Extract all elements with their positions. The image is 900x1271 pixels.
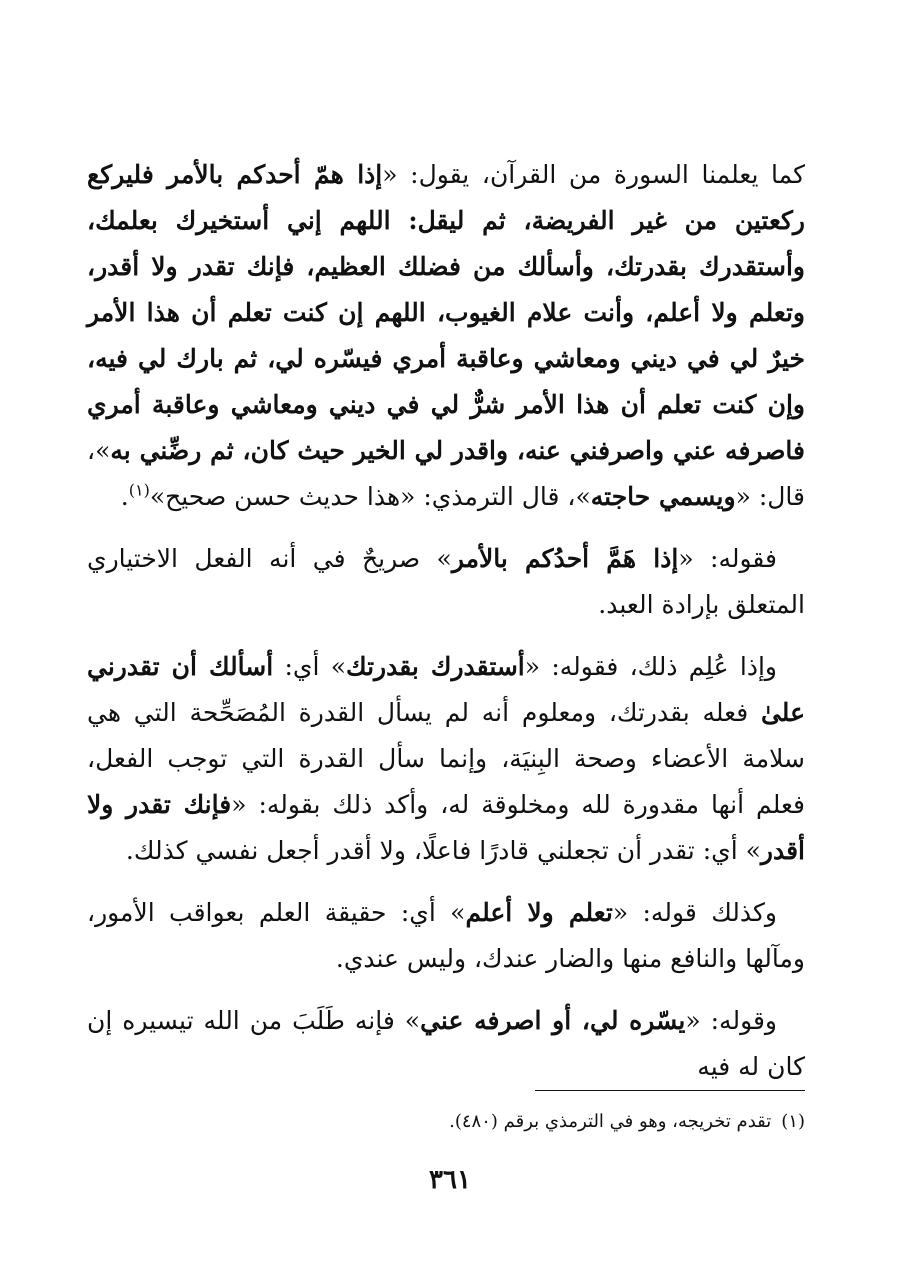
p4-text-2: » أي: حقيقة العلم بعواقب الأمور، ومآلها والنافع منها والضار عندك، وليس عندي. — [87, 898, 805, 973]
main-text — [87, 152, 805, 1090]
footnote — [87, 1108, 805, 1136]
footnote-text: تقدم تخريجه، وهو في الترمذي برقم (٤٨٠). — [449, 1111, 772, 1132]
p1-hadith-addition: ويسمي حاجته — [590, 482, 736, 511]
p1-hadith-quote: إذا همّ أحدكم بالأمر فليركع ركعتين من غير الفريضة، ثم ليقل: اللهم إني أستخيرك بعلمك، وأستقدرك بقدرتك، وأسألك من فضلك العظيم، فإنك تقدر ولا أقدر، وتعلم ولا أعلم، وأنت علام الغيوب، اللهم إن كنت تعلم أن هذا الأمر خيرٌ لي في ديني ومعاشي وعاقبة أمري فيسّره لي، ثم بارك لي فيه، وإن كنت تعلم أن هذا الأمر شرٌّ لي في ديني ومعاشي وعاقبة أمري فاصرفه عني واصرفني عنه، واقدر لي الخير حيث كان، ثم رضِّني به — [87, 160, 805, 465]
p3-text-2: » أي: — [273, 652, 346, 681]
page-number: ٣٦١ — [429, 1165, 471, 1195]
p1-tirmidhi-note: »، قال الترمذي: «هذا حديث حسن صحيح» — [149, 482, 591, 511]
p1-end: . — [120, 482, 129, 511]
p1-text-2: »، قال: « — [87, 436, 805, 511]
paragraph-2 — [87, 536, 805, 628]
p4-quote: تعلم ولا أعلم — [465, 898, 613, 927]
p3-text-1: وإذا عُلِم ذلك، فقوله: « — [524, 652, 777, 681]
paragraph-3 — [87, 644, 805, 874]
footnote-number: (١) — [781, 1111, 805, 1132]
p2-text-1: فقوله: « — [678, 544, 778, 573]
p3-emphasis: أسألك أن تقدرني علىٰ — [87, 652, 805, 727]
footnote-divider — [535, 1090, 805, 1091]
p2-quote: إذا هَمَّ أحدُكم بالأمر — [451, 544, 679, 573]
p1-text-1: كما يعلمنا السورة من القرآن، يقول: « — [382, 160, 806, 189]
p5-text-1: وقوله: « — [685, 1006, 778, 1035]
p5-text-2: » فإنه طَلَبَ من الله تيسيره إن كان له فيه — [87, 1006, 805, 1081]
p3-quote-1: أستقدرك بقدرتك — [346, 652, 525, 681]
p4-text-1: وكذلك قوله: « — [612, 898, 777, 927]
p3-text-4: » أي: تقدر أن تجعلني قادرًا فاعلًا، ولا أقدر أجعل نفسي كذلك. — [125, 836, 761, 865]
p5-quote: يسّره لي، أو اصرفه عني — [420, 1006, 686, 1035]
paragraph-4 — [87, 890, 805, 982]
paragraph-5 — [87, 998, 805, 1090]
footnote-reference: (١) — [128, 480, 150, 500]
p2-text-2: » صريحٌ في أنه الفعل الاختياري المتعلق بإرادة العبد. — [87, 544, 805, 619]
p3-quote-2: فإنك تقدر ولا أقدر — [87, 790, 805, 865]
paragraph-1 — [87, 152, 805, 520]
p3-text-3: فعله بقدرتك، ومعلوم أنه لم يسأل القدرة المُصَحِّحة التي هي سلامة الأعضاء وصحة البِنيَة، وإنما سأل القدرة التي توجب الفعل، فعلم أنها مقدورة لله ومخلوقة له، وأكد ذلك بقوله: « — [87, 698, 805, 819]
